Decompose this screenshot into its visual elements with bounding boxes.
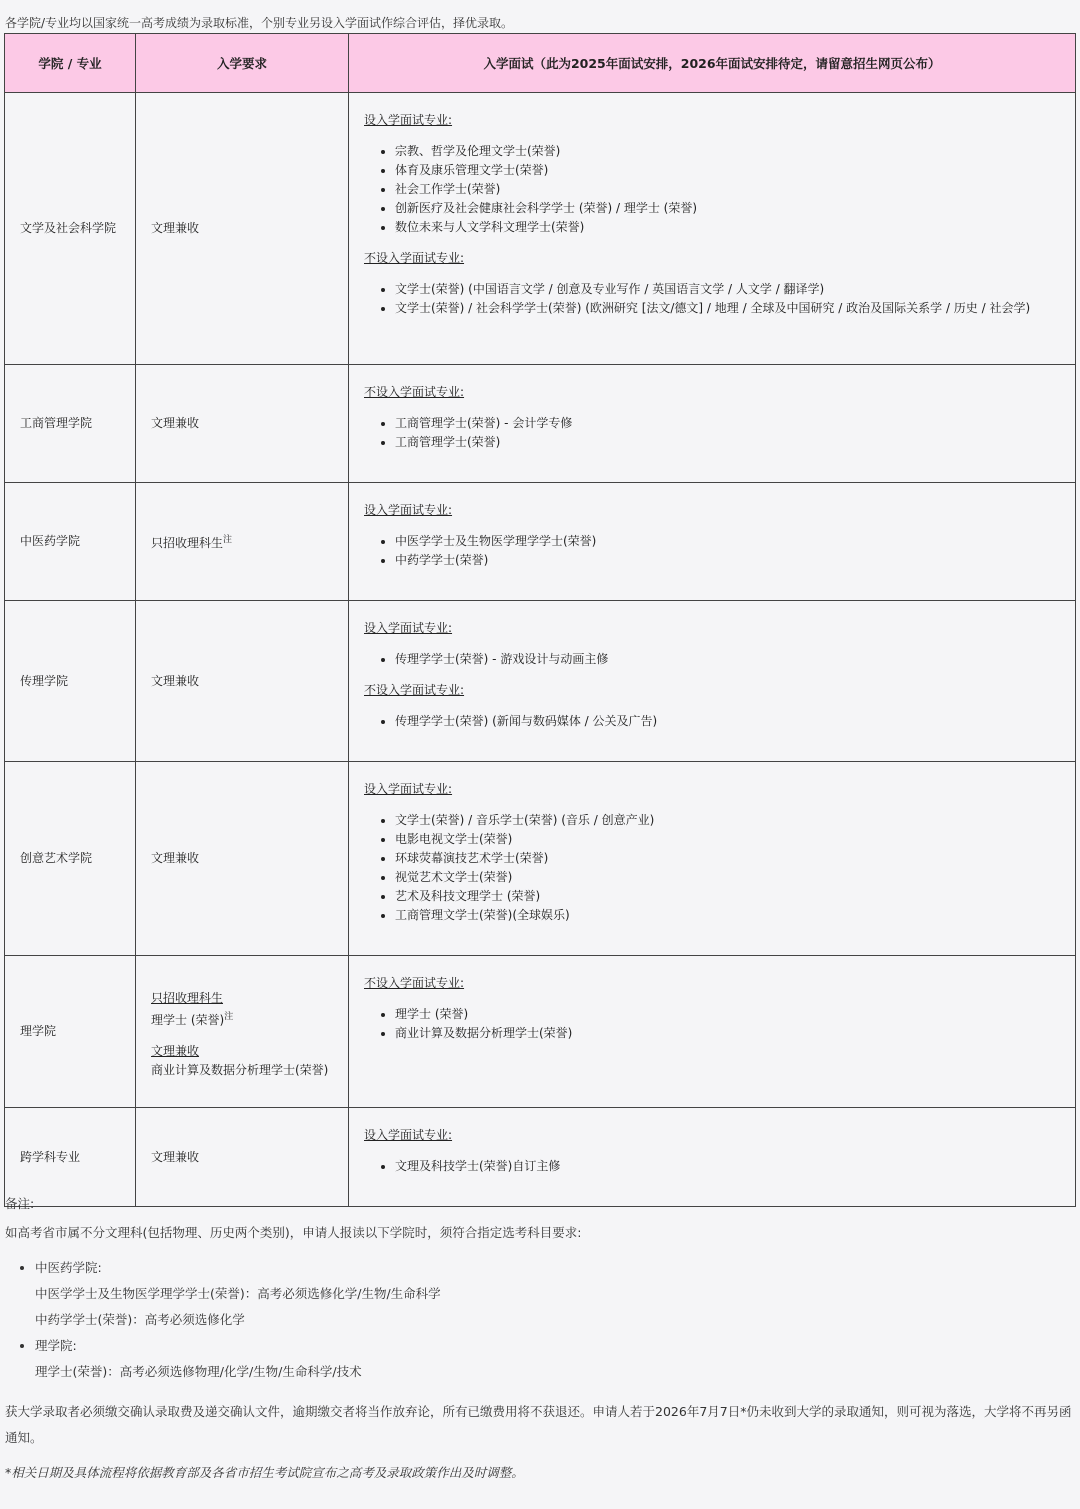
program-item: • 文学士(荣誉) / 音乐学士(荣誉) (音乐 / 创意产业): [395, 811, 1060, 830]
requirement-cell: [136, 956, 349, 1108]
header-school: 学院 / 专业: [5, 34, 136, 93]
program-item: • 传理学学士(荣誉) (新闻与数码媒体 / 公关及广告): [395, 712, 1060, 731]
requirement-text: 文理兼收: [151, 673, 200, 688]
program-item: • 数位未来与人文学科文理学士(荣誉): [395, 218, 1060, 237]
without-interview-label: 不设入学面试专业:: [364, 683, 465, 697]
interview-cell: [349, 483, 1076, 601]
table-header-row: [5, 34, 1076, 93]
interview-cell: [349, 956, 1076, 1108]
notes-item-detail: 中药学学士(荣誉)：高考必须选修化学: [35, 1312, 245, 1327]
school-cell: 中医药学院: [5, 483, 136, 601]
program-item: • 艺术及科技文理学士 (荣誉): [395, 887, 1060, 906]
header-interview: 入学面试（此为2025年面试安排，2026年面试安排待定，请留意招生网页公布）: [349, 34, 1076, 93]
with-interview-label: 设入学面试专业:: [364, 621, 453, 635]
program-list: [364, 811, 1060, 925]
program-item: • 宗教、哲学及伦理文学士(荣誉): [395, 142, 1060, 161]
program-item: • 商业计算及数据分析理学士(荣誉): [395, 1024, 1060, 1043]
intro-text: 各学院/专业均以国家统一高考成绩为录取标准，个别专业另设入学面试作综合评估，择优录取。: [5, 16, 514, 30]
school-cell: 传理学院: [5, 601, 136, 762]
school-cell: 理学院: [5, 956, 136, 1108]
program-item: • 电影电视文学士(荣誉): [395, 830, 1060, 849]
requirement-text: 文理兼收: [151, 1149, 200, 1164]
program-list: [364, 650, 1060, 669]
interview-cell: [349, 93, 1076, 365]
program-item: • 传理学学士(荣誉) - 游戏设计与动画主修: [395, 650, 1060, 669]
without-interview-label: 不设入学面试专业:: [364, 251, 465, 265]
interview-cell: [349, 601, 1076, 762]
requirement-text: 文理兼收: [151, 851, 200, 865]
program-item: • 社会工作学士(荣誉): [395, 180, 1060, 199]
table-row: [5, 762, 1076, 956]
interview-cell: [349, 365, 1076, 483]
school-cell: 跨学科专业: [5, 1108, 136, 1207]
program-item: • 文理及科技学士(荣誉)自订主修: [395, 1157, 1060, 1176]
note-marker: 注: [224, 1012, 234, 1022]
with-interview-label: 设入学面试专业:: [364, 1128, 453, 1142]
notes-disclaimer: *相关日期及具体流程将依据教育部及各省市招生考试院宣布之高考及录取政策作出及时调整。: [5, 1465, 524, 1480]
school-cell: 文学及社会科学院: [5, 93, 136, 365]
requirement-text: 文理兼收: [151, 416, 200, 430]
requirement-cell: [136, 1108, 349, 1207]
program-list: [364, 414, 1060, 452]
header-requirement: 入学要求: [136, 34, 349, 93]
table-row: [5, 483, 1076, 601]
table-row: [5, 1108, 1076, 1207]
with-interview-label: 设入学面试专业:: [364, 503, 453, 517]
notes-final: 获大学录取者必须缴交确认录取费及递交确认文件，逾期缴交者将当作放弃论，所有已缴费用将不获退还。申请人若于2026年7月7日*仍未收到大学的录取通知，则可视为落选，大学将不再另函通知。: [5, 1404, 1072, 1445]
without-interview-label: 不设入学面试专业:: [364, 385, 465, 399]
interview-cell: [349, 1108, 1076, 1207]
program-item: • 工商管理学士(荣誉) - 会计学专修: [395, 414, 1060, 433]
notes-item-name: • 理学院:: [35, 1338, 77, 1353]
notes-item-detail: 中医学学士及生物医学理学学士(荣誉)：高考必须选修化学/生物/生命科学: [35, 1286, 441, 1301]
table-row: [5, 601, 1076, 762]
requirement-label: 文理兼收: [151, 1044, 200, 1058]
program-list: [364, 1005, 1060, 1043]
program-list: [364, 142, 1060, 237]
program-item: • 创新医疗及社会健康社会科学学士 (荣誉) / 理学士 (荣誉): [395, 199, 1060, 218]
notes-item-detail: 理学士(荣誉)：高考必须选修物理/化学/生物/生命科学/技术: [35, 1364, 362, 1379]
table-row: [5, 365, 1076, 483]
table-row: [5, 956, 1076, 1108]
program-item: • 体育及康乐管理文学士(荣誉): [395, 161, 1060, 180]
program-list: [364, 1157, 1060, 1176]
notes-list: [5, 1255, 1075, 1385]
requirement-text: 文理兼收: [151, 221, 200, 235]
with-interview-label: 设入学面试专业:: [364, 782, 453, 796]
program-item: • 中药学学士(荣誉): [395, 551, 1060, 570]
requirement-cell: [136, 483, 349, 601]
requirement-cell: [136, 601, 349, 762]
program-list: [364, 712, 1060, 731]
admission-table: [4, 33, 1076, 1207]
requirement-cell: [136, 93, 349, 365]
notes-section: [5, 1194, 1075, 1481]
note-marker: 注: [223, 534, 233, 545]
notes-item: [35, 1255, 1075, 1333]
requirement-cell: [136, 365, 349, 483]
program-item: • 视觉艺术文学士(荣誉): [395, 868, 1060, 887]
program-list: [364, 280, 1060, 318]
with-interview-label: 设入学面试专业:: [364, 113, 453, 127]
requirement-label: 只招收理科生: [151, 991, 224, 1005]
program-list: [364, 532, 1060, 570]
program-item: • 文学士(荣誉) / 社会科学学士(荣誉) (欧洲研究 [法文/德文] / 地理 / 全球及中国研究 / 政治及国际关系学 / 历史 / 社会学): [395, 299, 1060, 318]
program-item: • 工商管理学士(荣誉): [395, 433, 1060, 452]
notes-item-name: • 中医药学院:: [35, 1260, 102, 1275]
program-item: • 文学士(荣誉) (中国语言文学 / 创意及专业写作 / 英国语言文学 / 人文学 / 翻译学): [395, 280, 1060, 299]
school-cell: 工商管理学院: [5, 365, 136, 483]
notes-item: [35, 1333, 1075, 1385]
program-item: • 中医学学士及生物医学理学学士(荣誉): [395, 532, 1060, 551]
table-row: [5, 93, 1076, 365]
program-item: • 工商管理文学士(荣誉)(全球娱乐): [395, 906, 1060, 925]
requirement-value: 商业计算及数据分析理学士(荣誉): [151, 1063, 329, 1077]
program-item: • 理学士 (荣誉): [395, 1005, 1060, 1024]
program-item: • 环球荧幕演技艺术学士(荣誉): [395, 849, 1060, 868]
notes-title: 备注:: [5, 1196, 35, 1211]
school-cell: 创意艺术学院: [5, 762, 136, 956]
requirement-text: 只招收理科生: [151, 535, 224, 550]
requirement-value: 理学士 (荣誉): [151, 1013, 225, 1027]
without-interview-label: 不设入学面试专业:: [364, 976, 465, 990]
requirement-cell: [136, 762, 349, 956]
notes-intro: 如高考省市属不分文理科(包括物理、历史两个类别)，申请人报读以下学院时，须符合指定选考科目要求:: [5, 1225, 582, 1240]
interview-cell: [349, 762, 1076, 956]
